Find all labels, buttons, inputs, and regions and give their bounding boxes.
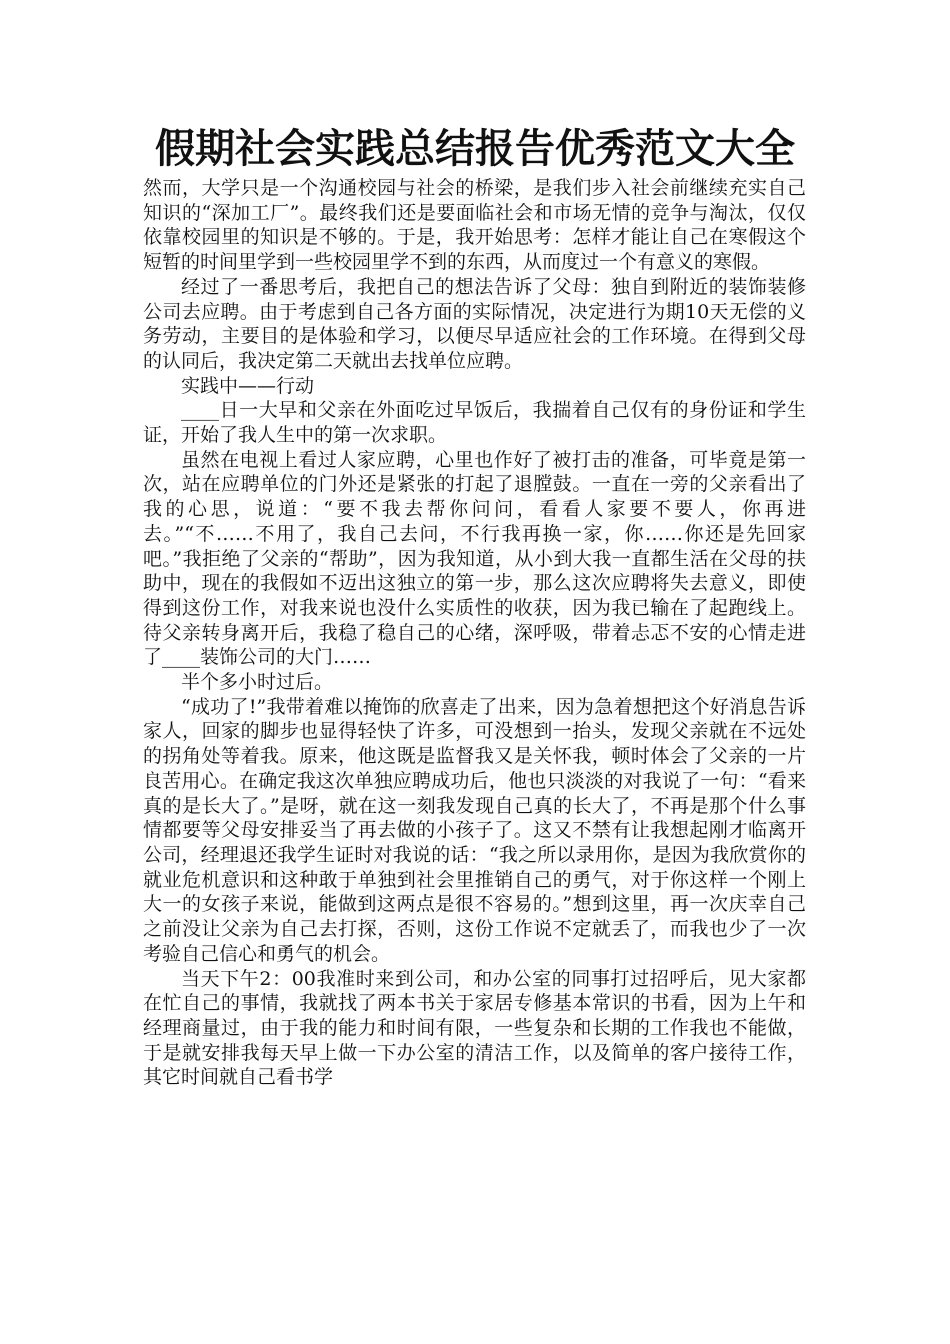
section-heading: 实践中——行动 [181, 374, 315, 397]
paragraph: 经过了一番思考后，我把自己的想法告诉了父母：独自到附近的装饰装修公司去应聘。由于考虑到自己各方面的实际情况，决定进行为期10天无偿的义务劳动，主要目的是体验和学习，以便尽早适应社会的工作环境。在得到父母的认同后，我决定第二天就出去找单位应聘。 [143, 275, 806, 372]
paragraph: “成功了!”我带着难以掩饰的欣喜走了出来，因为急着想把这个好消息告诉家人，回家的脚步也显得轻快了许多，可没想到一抬头，发现父亲就在不远处的拐角处等着我。原来，他这既是监督我又是关怀我，顿时体会了父亲的一片良苦用心。在确定我这次单独应聘成功后，他也只淡淡的对我说了一句：“看来真的是长大了。”是呀，就在这一刻我发现自己真的长大了，不再是那个什么事情都要等父母安排妥当了再去做的小孩子了。这又不禁有让我想起刚才临离开公司，经理退还我学生证时对我说的话：“我之所以录用你，是因为我欣赏你的就业危机意识和这种敢于单独到社会里推销自己的勇气，对于你这样一个刚上大一的女孩子来说，能做到这两点是很不容易的。”想到这里，再一次庆幸自己之前没让父亲为自己去打探，否则，这份工作说不定就丢了，而我也少了一次考验自己信心和勇气的机会。 [143, 695, 806, 965]
paragraph: 然而，大学只是一个沟通校园与社会的桥梁，是我们步入社会前继续充实自己知识的“深加工厂”。最终我们还是要面临社会和市场无情的竞争与淘汰，仅仅依靠校园里的知识是不够的。于是，我开始思考：怎样才能让自己在寒假这个短暂的时间里学到一些校园里学不到的东西，从而度过一个有意义的寒假。 [143, 177, 806, 274]
paragraph: 虽然在电视上看过人家应聘，心里也作好了被打击的准备，可毕竟是第一次，站在应聘单位的门外还是紧张的打起了退膛鼓。一直在一旁的父亲看出了我的心思，说道：“要不我去帮你问问，看看人家要不要人，你再进去。”“不……不用了，我自己去问，不行我再换一家，你……你还是先回家吧。”我拒绝了父亲的“帮助”，因为我知道，从小到大我一直都生活在父母的扶助中，现在的我假如不迈出这独立的第一步，那么这次应聘将失去意义，即使得到这份工作，对我来说也没什么实质性的收获，因为我已输在了起跑线上。待父亲转身离开后，我稳了稳自己的心绪，深呼吸，带着忐忑不安的心情走进了____装饰公司的大门…… [143, 448, 806, 669]
paragraph: ____日一大早和父亲在外面吃过早饭后，我揣着自己仅有的身份证和学生证，开始了我人生中的第一次求职。 [143, 399, 806, 447]
paragraph: 半个多小时过后。 [181, 671, 334, 694]
document-title: 假期社会实践总结报告优秀范文大全 [155, 126, 795, 172]
paragraph: 当天下午2：00我准时来到公司，和办公室的同事打过招呼后，见大家都在忙自己的事情，我就找了两本书关于家居专修基本常识的书看，因为上午和经理商量过，由于我的能力和时间有限，一些复杂和长期的工作我也不能做，于是就安排我每天早上做一下办公室的清洁工作，以及简单的客户接待工作，其它时间就自己看书学 [143, 967, 806, 1089]
document-body [143, 176, 806, 1090]
